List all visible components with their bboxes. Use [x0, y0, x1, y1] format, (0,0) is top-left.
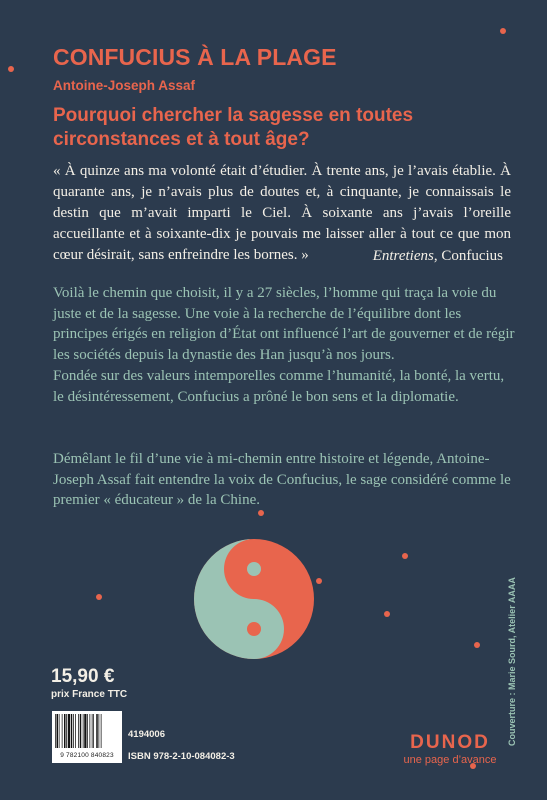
barcode-bar	[59, 714, 60, 748]
barcode-bar	[84, 714, 86, 748]
yin-yang-icon	[192, 537, 316, 661]
barcode-digits: 9 782100 840823	[60, 752, 114, 759]
author-name: Antoine-Joseph Assaf	[53, 78, 196, 93]
decor-dot	[8, 66, 14, 72]
price-note: prix France TTC	[51, 689, 128, 700]
price: 15,90 €	[51, 666, 115, 687]
decor-dot	[258, 510, 264, 516]
barcode-bar	[64, 714, 66, 748]
summary-paragraph-1b: Fondée sur des valeurs intemporelles comme l’humanité, la bonté, la vertu, le désintéressement, Confucius a prôné le bon sens et la diplomatie.	[53, 367, 505, 405]
product-code: 4194006	[128, 729, 165, 740]
yin-yang-coral-dot	[247, 622, 261, 636]
summary-paragraph-1a: Voilà le chemin que choisit, il y a 27 siècles, l’homme qui traça la voie du juste et de la sagesse. Une voie à la recherche de l’équilibre dont les principes érigés en religion d’État ont influencé l’art de gouverner et de régir les sociétés depuis la dynastie des Han jusqu’à nos jours.	[53, 285, 515, 364]
barcode-bar	[87, 714, 88, 748]
barcode-bar	[99, 714, 100, 748]
barcode-bar	[62, 714, 63, 748]
source-author: Confucius	[441, 248, 503, 264]
yin-yang-teal-dot	[247, 562, 261, 576]
barcode-bars	[52, 711, 122, 751]
barcode-bar	[93, 714, 94, 748]
barcode-bar	[90, 714, 91, 748]
barcode-bar	[57, 714, 59, 748]
barcode-bar	[92, 714, 93, 748]
barcode-bar	[73, 714, 74, 748]
epigraph-quote: « À quinze ans ma volonté était d’étudier. À trente ans, je l’avais établie. À quarante ans, je n’avais plus de doutes et, à cinquante, je connaissais le destin que m’avait imparti le Ciel. À soixante ans j’avais l’oreille accueillante et à soixante-dix je pouvais me laisser aller à tout ce que mon cœur désirait, sans enfreindre les bornes. »	[53, 163, 511, 263]
source-separator: ,	[433, 248, 438, 264]
decor-dot	[384, 611, 390, 617]
decor-dot	[500, 28, 506, 34]
epigraph-source	[373, 246, 503, 267]
summary-paragraph-2: Démêlant le fil d’une vie à mi-chemin entre histoire et légende, Antoine-Joseph Assaf fait entendre la voix de Confucius, le sage considéré comme le premier « éducateur » de la Chine.	[53, 451, 511, 509]
barcode-bar	[83, 714, 84, 748]
tagline-question: Pourquoi chercher la sagesse en toutes circonstances et à tout âge?	[53, 105, 414, 150]
cover-credit: Couverture : Marie Sourd, Atelier AAAA	[507, 577, 517, 747]
book-title: CONFUCIUS À LA PLAGE	[53, 44, 337, 70]
barcode-bar	[71, 714, 73, 748]
source-work: Entretiens	[372, 248, 434, 264]
decor-dot	[96, 594, 102, 600]
barcode-bar	[55, 714, 56, 748]
publisher-tagline: une page d’avance	[403, 754, 497, 766]
barcode-bar	[80, 714, 82, 748]
barcode-bar	[68, 714, 70, 748]
barcode-bar	[96, 714, 98, 748]
summary-paragraph-1	[53, 283, 515, 407]
decor-dot	[402, 553, 408, 559]
decor-dot	[316, 578, 322, 584]
isbn: ISBN 978-2-10-084082-3	[128, 751, 235, 762]
barcode-bar	[101, 714, 102, 748]
publisher-name: DUNOD	[410, 732, 490, 753]
decor-dot	[474, 642, 480, 648]
publisher-logo	[390, 730, 510, 770]
barcode-bar	[75, 714, 76, 748]
barcode-bar	[66, 714, 67, 748]
barcode-bar	[78, 714, 79, 748]
